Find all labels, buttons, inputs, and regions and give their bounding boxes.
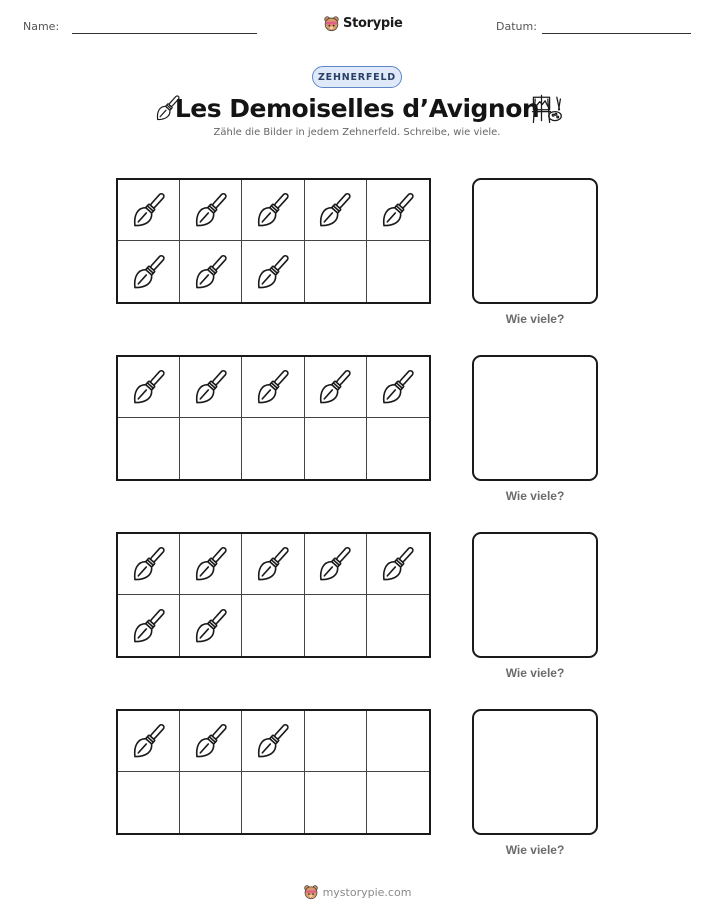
paintbrush-icon <box>250 249 296 295</box>
ten-frame-cell <box>367 418 429 479</box>
ten-frame-cell <box>367 180 429 241</box>
ten-frame-cell <box>305 418 367 479</box>
worksheet-type-badge: ZEHNERFELD <box>312 66 402 88</box>
ten-frame-cell <box>118 241 180 302</box>
ten-frame <box>116 178 431 304</box>
paintbrush-icon <box>188 364 234 410</box>
ten-frame-cell <box>242 357 304 418</box>
footer <box>0 884 714 900</box>
paintbrush-icon <box>312 541 358 587</box>
ten-frame-cell <box>305 772 367 833</box>
ten-frame-cell <box>118 595 180 656</box>
ten-frame-cell <box>118 711 180 772</box>
name-line[interactable] <box>72 33 257 34</box>
paintbrush-icon <box>126 364 172 410</box>
ten-frame-cell <box>367 357 429 418</box>
answer-label: Wie viele? <box>505 312 565 326</box>
ten-frame-cell <box>305 180 367 241</box>
paintbrush-icon <box>126 187 172 233</box>
ten-frame-cell <box>367 534 429 595</box>
storypie-bear-icon <box>303 884 319 900</box>
paintbrush-icon <box>375 364 421 410</box>
ten-frame-cell <box>180 711 242 772</box>
ten-frame-cell <box>242 711 304 772</box>
paintbrush-icon <box>126 603 172 649</box>
name-label: Name: <box>23 20 60 33</box>
paintbrush-icon <box>188 187 234 233</box>
paintbrush-icon <box>250 187 296 233</box>
paintbrush-icon <box>188 541 234 587</box>
ten-frame-cell <box>180 418 242 479</box>
ten-frame-cell <box>180 534 242 595</box>
paintbrush-icon <box>188 249 234 295</box>
ten-frame-cell <box>118 772 180 833</box>
answer-label: Wie viele? <box>505 843 565 857</box>
ten-frame-cell <box>367 711 429 772</box>
ten-frame-cell <box>367 772 429 833</box>
ten-frame-cell <box>367 241 429 302</box>
ten-frame <box>116 709 431 835</box>
ten-frame-cell <box>305 711 367 772</box>
ten-frame-cell <box>180 595 242 656</box>
ten-frame-cell <box>118 180 180 241</box>
paintbrush-icon <box>126 541 172 587</box>
ten-frame-cell <box>242 772 304 833</box>
ten-frame-cell <box>118 357 180 418</box>
ten-frame-cell <box>305 595 367 656</box>
paintbrush-icon <box>312 187 358 233</box>
answer-label: Wie viele? <box>505 489 565 503</box>
answer-box[interactable] <box>472 709 598 835</box>
answer-box[interactable] <box>472 178 598 304</box>
page-title: Les Demoiselles d’Avignon <box>174 94 540 123</box>
date-line[interactable] <box>542 33 691 34</box>
date-label: Datum: <box>496 20 537 33</box>
ten-frame-cell <box>118 418 180 479</box>
easel-icon <box>528 90 564 126</box>
ten-frame <box>116 355 431 481</box>
paintbrush-icon <box>312 364 358 410</box>
paintbrush-icon <box>188 718 234 764</box>
paintbrush-icon <box>188 603 234 649</box>
brand-logo <box>323 12 403 34</box>
paintbrush-icon <box>126 718 172 764</box>
paintbrush-icon <box>375 187 421 233</box>
paintbrush-icon <box>250 364 296 410</box>
ten-frame-cell <box>242 595 304 656</box>
ten-frame-cell <box>305 534 367 595</box>
ten-frame-cell <box>180 180 242 241</box>
storypie-bear-icon <box>323 15 340 32</box>
answer-box[interactable] <box>472 532 598 658</box>
ten-frame-cell <box>118 534 180 595</box>
ten-frame-cell <box>242 534 304 595</box>
brand-name: Storypie <box>343 15 403 31</box>
instructions: Zähle die Bilder in jedem Zehnerfeld. Schreibe, wie viele. <box>213 127 501 138</box>
ten-frame-cell <box>242 180 304 241</box>
ten-frame <box>116 532 431 658</box>
paintbrush-icon <box>126 249 172 295</box>
ten-frame-cell <box>242 418 304 479</box>
ten-frame-cell <box>180 772 242 833</box>
ten-frame-cell <box>367 595 429 656</box>
ten-frame-cell <box>242 241 304 302</box>
answer-label: Wie viele? <box>505 666 565 680</box>
ten-frame-cell <box>180 357 242 418</box>
ten-frame-cell <box>305 241 367 302</box>
paintbrush-icon <box>375 541 421 587</box>
ten-frame-cell <box>305 357 367 418</box>
paintbrush-icon <box>250 541 296 587</box>
footer-url: mystorypie.com <box>322 885 412 899</box>
paintbrush-icon <box>250 718 296 764</box>
answer-box[interactable] <box>472 355 598 481</box>
ten-frame-cell <box>180 241 242 302</box>
